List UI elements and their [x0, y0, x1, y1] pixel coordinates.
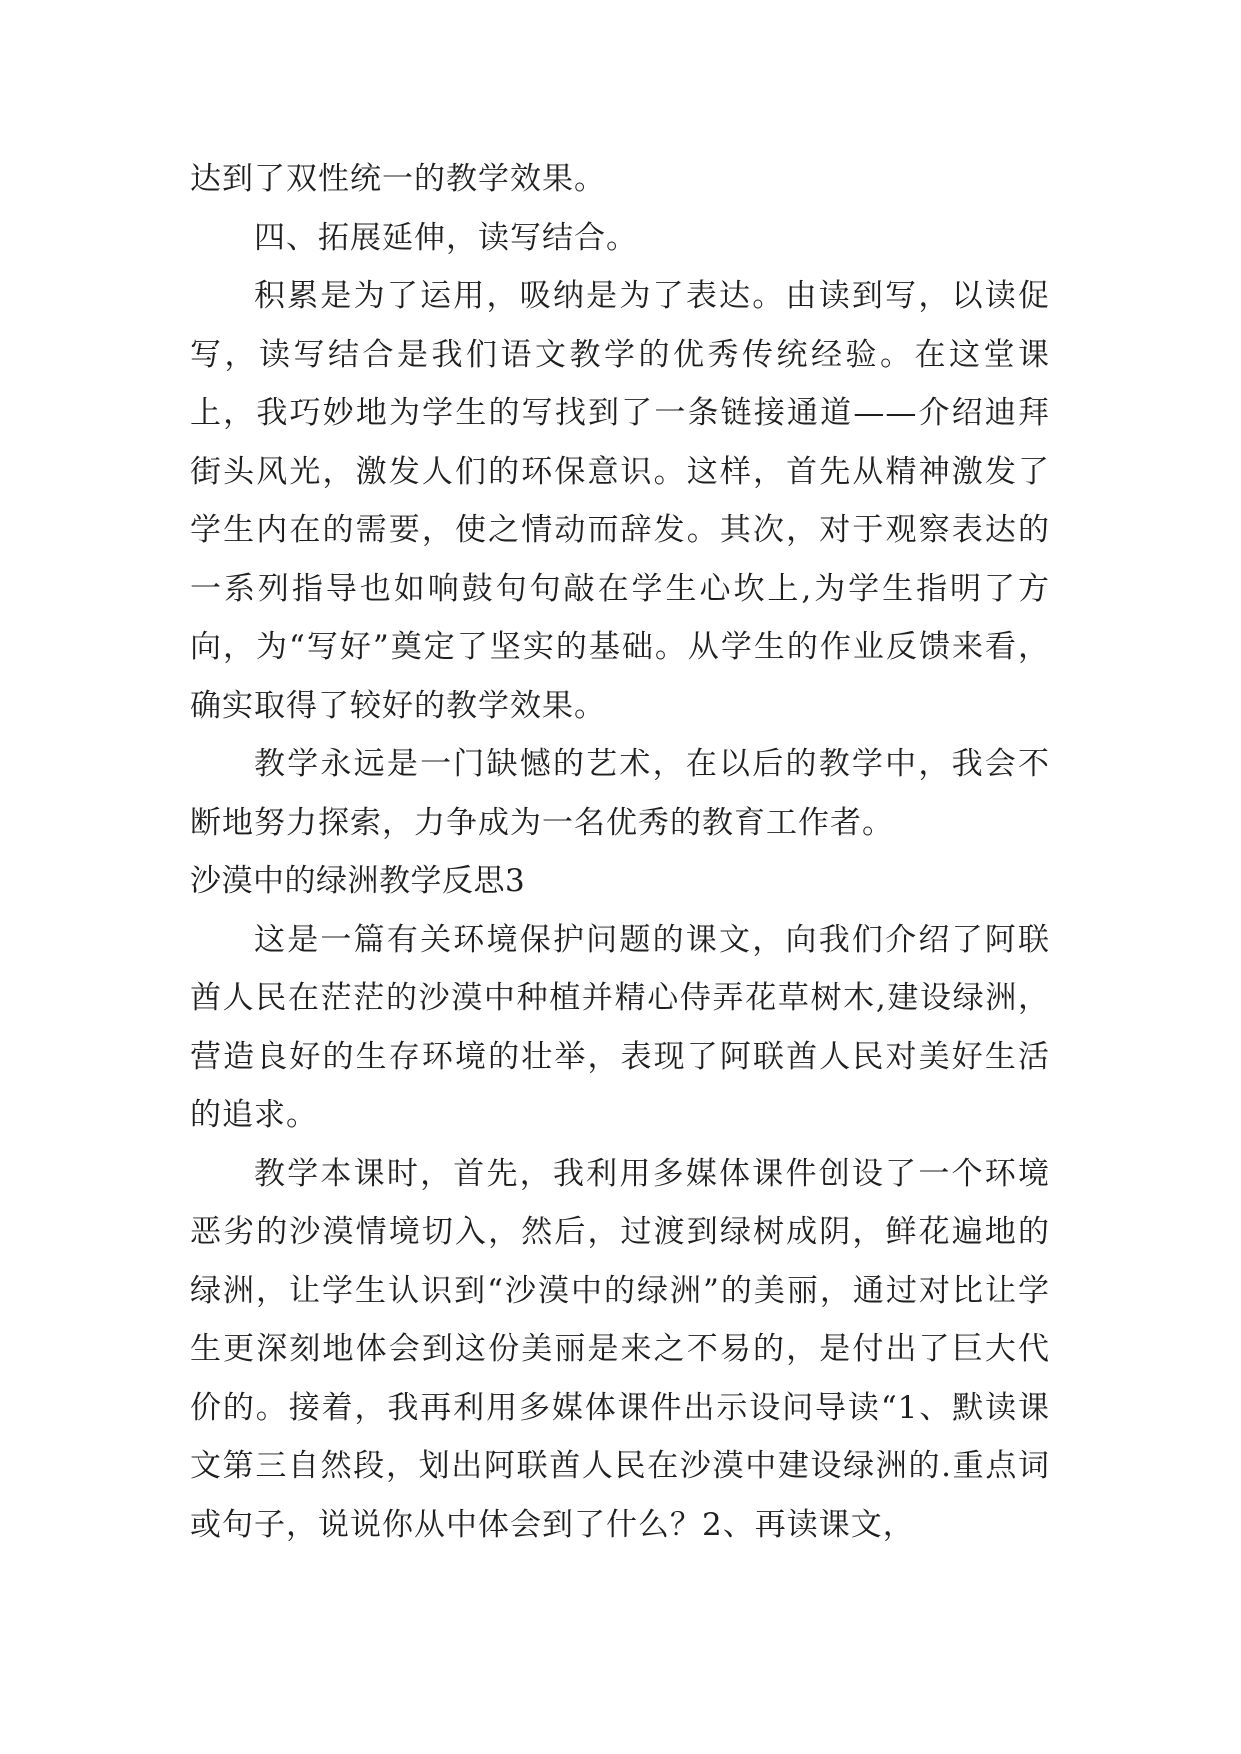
paragraph-reading-writing: 积累是为了运用，吸纳是为了表达。由读到写，以读促写，读写结合是我们语文教学的优秀传统经验。在这堂课上，我巧妙地为学生的写找到了一条链接通道——介绍迪拜街头风光，激发人们的环保意识。这样，首先从精神激发了学生内在的需要，使之情动而辞发。其次，对于观察表达的一系列指导也如响鼓句句敲在学生心坎上,为学生指明了方向，为“写好”奠定了坚实的基础。从学生的作业反馈来看，确实取得了较好的教学效果。: [190, 278, 1050, 724]
article-title-3: 沙漠中的绿洲教学反思3: [190, 863, 526, 899]
paragraph-intro: 这是一篇有关环境保护问题的课文，向我们介绍了阿联酋人民在茫茫的沙漠中种植并精心侍弄花草树木,建设绿洲，营造良好的生存环境的壮举，表现了阿联酋人民对美好生活的追求。: [190, 921, 1050, 1133]
document-body: [190, 150, 1050, 1554]
paragraph-continuation: 达到了双性统一的教学效果。: [190, 161, 606, 197]
paragraph-conclusion: 教学永远是一门缺憾的艺术，在以后的教学中，我会不断地努力探索，力争成为一名优秀的教育工作者。: [190, 746, 1050, 841]
paragraph-teaching: 教学本课时，首先，我利用多媒体课件创设了一个环境恶劣的沙漠情境切入，然后，过渡到绿树成阴，鲜花遍地的绿洲，让学生认识到“沙漠中的绿洲”的美丽，通过对比让学生更深刻地体会到这份美丽是来之不易的，是付出了巨大代价的。接着，我再利用多媒体课件出示设问导读“1、默读课文第三自然段，划出阿联酋人民在沙漠中建设绿洲的.重点词或句子，说说你从中体会到了什么？2、再读课文，: [190, 1155, 1050, 1543]
section-heading-four: 四、拓展延伸，读写结合。: [254, 219, 638, 256]
